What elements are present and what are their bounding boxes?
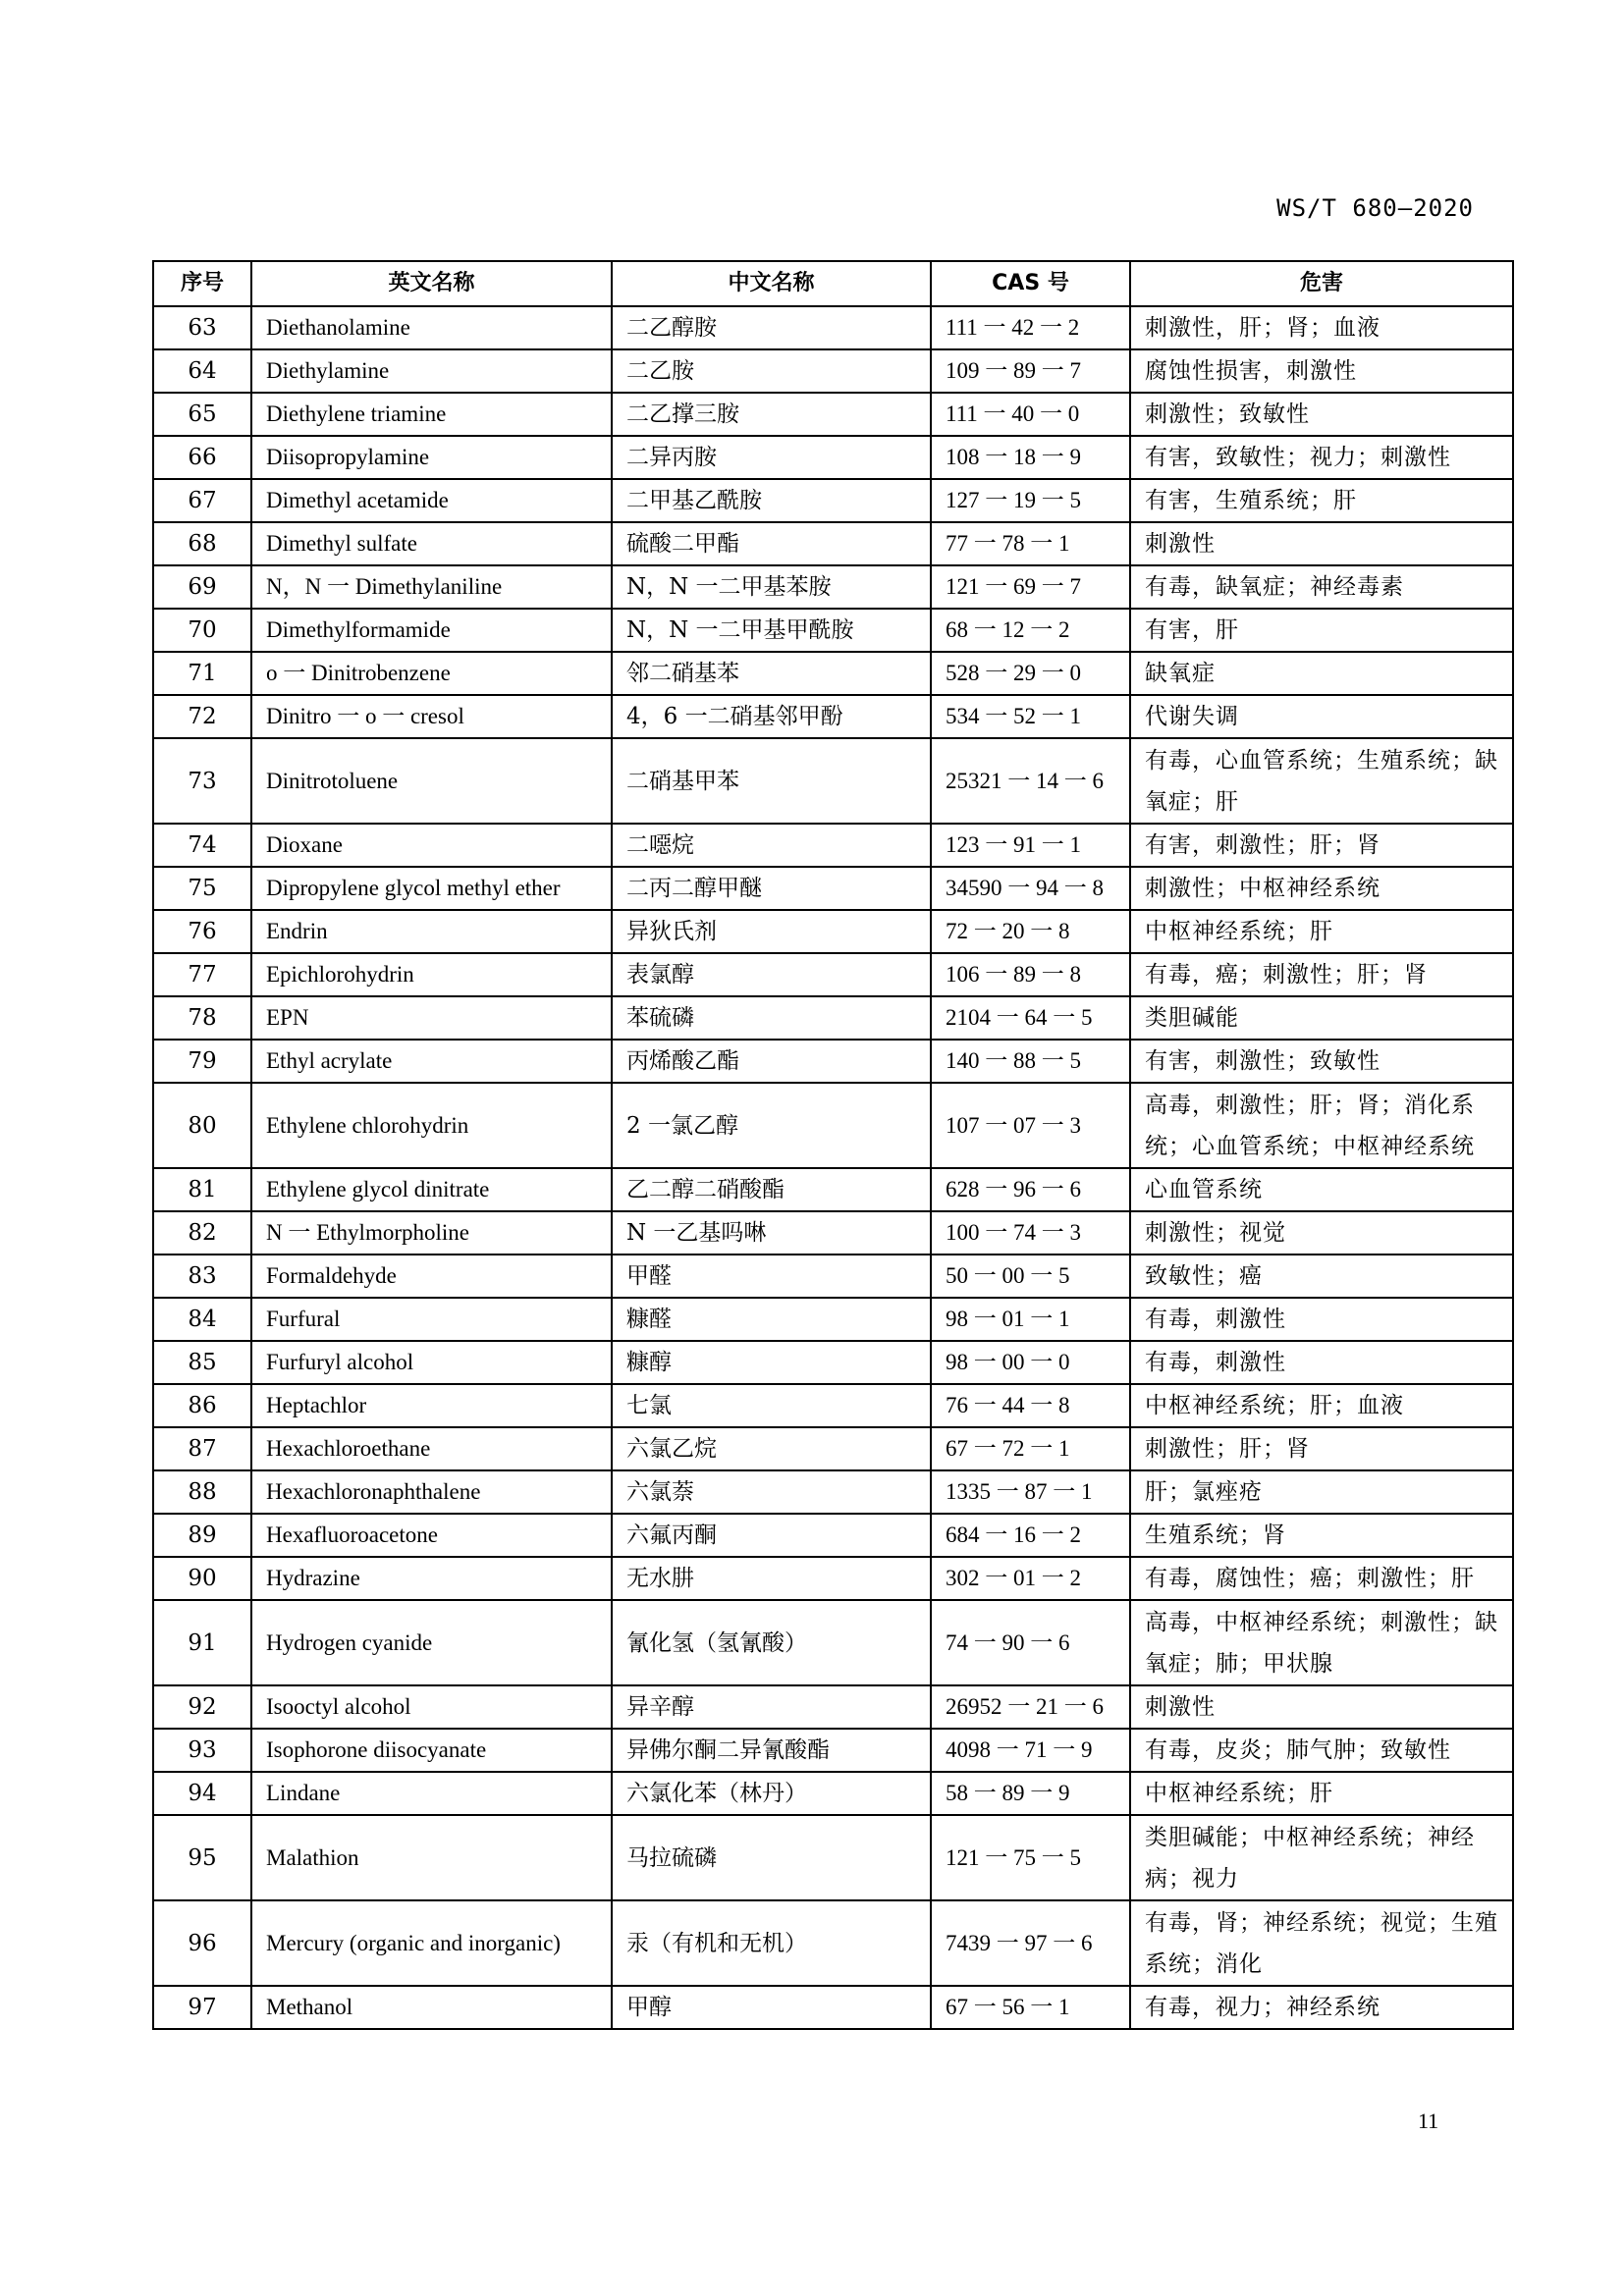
- table-row: [153, 738, 1513, 824]
- cell-cas: 121 一 75 一 5: [931, 1815, 1130, 1900]
- document-code: WS/T 680—2020: [1276, 194, 1474, 222]
- cell-english-name: Diethylamine: [251, 349, 612, 393]
- table-row: [153, 1040, 1513, 1083]
- table-row: [153, 824, 1513, 867]
- cell-number: 69: [153, 565, 251, 609]
- cell-cas: 121 一 69 一 7: [931, 565, 1130, 609]
- column-header-number: 序号: [153, 261, 251, 306]
- cell-english-name: Isophorone diisocyanate: [251, 1729, 612, 1772]
- cell-chinese-name: 苯硫磷: [612, 996, 931, 1040]
- cell-number: 92: [153, 1685, 251, 1729]
- cell-hazard: 类胆碱能: [1130, 996, 1513, 1040]
- table-row: [153, 1427, 1513, 1470]
- cell-chinese-name: 甲醛: [612, 1255, 931, 1298]
- cell-cas: 76 一 44 一 8: [931, 1384, 1130, 1427]
- cell-english-name: Hydrazine: [251, 1557, 612, 1600]
- cell-chinese-name: 二异丙胺: [612, 436, 931, 479]
- cell-hazard: 刺激性: [1130, 522, 1513, 565]
- table-row: [153, 349, 1513, 393]
- cell-english-name: Hexachloronaphthalene: [251, 1470, 612, 1514]
- cell-english-name: Dinitrotoluene: [251, 738, 612, 824]
- table-row: [153, 306, 1513, 349]
- cell-hazard: 中枢神经系统；肝: [1130, 910, 1513, 953]
- cell-english-name: Epichlorohydrin: [251, 953, 612, 996]
- cell-cas: 72 一 20 一 8: [931, 910, 1130, 953]
- cell-english-name: Hydrogen cyanide: [251, 1600, 612, 1685]
- cell-number: 83: [153, 1255, 251, 1298]
- table-row: [153, 436, 1513, 479]
- cell-cas: 109 一 89 一 7: [931, 349, 1130, 393]
- cell-english-name: Ethylene chlorohydrin: [251, 1083, 612, 1168]
- cell-hazard: 有毒，刺激性: [1130, 1341, 1513, 1384]
- cell-hazard: 有毒，皮炎；肺气肿；致敏性: [1130, 1729, 1513, 1772]
- cell-number: 74: [153, 824, 251, 867]
- cell-number: 90: [153, 1557, 251, 1600]
- cell-chinese-name: 六氯乙烷: [612, 1427, 931, 1470]
- table-row: [153, 953, 1513, 996]
- cell-number: 97: [153, 1986, 251, 2029]
- cell-chinese-name: 二硝基甲苯: [612, 738, 931, 824]
- cell-number: 91: [153, 1600, 251, 1685]
- cell-cas: 628 一 96 一 6: [931, 1168, 1130, 1211]
- cell-cas: 98 一 00 一 0: [931, 1341, 1130, 1384]
- cell-chinese-name: 氰化氢（氢氰酸）: [612, 1600, 931, 1685]
- cell-english-name: Dioxane: [251, 824, 612, 867]
- cell-cas: 534 一 52 一 1: [931, 695, 1130, 738]
- cell-cas: 108 一 18 一 9: [931, 436, 1130, 479]
- cell-chinese-name: 二噁烷: [612, 824, 931, 867]
- table-row: [153, 609, 1513, 652]
- cell-cas: 50 一 00 一 5: [931, 1255, 1130, 1298]
- cell-cas: 74 一 90 一 6: [931, 1600, 1130, 1685]
- cell-chinese-name: 4，6 一二硝基邻甲酚: [612, 695, 931, 738]
- cell-chinese-name: 六氯化苯（林丹）: [612, 1772, 931, 1815]
- cell-number: 82: [153, 1211, 251, 1255]
- table-row: [153, 695, 1513, 738]
- cell-english-name: Ethylene glycol dinitrate: [251, 1168, 612, 1211]
- cell-english-name: Dipropylene glycol methyl ether: [251, 867, 612, 910]
- table-row: [153, 1470, 1513, 1514]
- table-row: [153, 1772, 1513, 1815]
- table-row: [153, 479, 1513, 522]
- cell-english-name: Hexachloroethane: [251, 1427, 612, 1470]
- cell-number: 78: [153, 996, 251, 1040]
- column-header-chinese-name: 中文名称: [612, 261, 931, 306]
- table-row: [153, 1900, 1513, 1986]
- cell-chinese-name: 汞（有机和无机）: [612, 1900, 931, 1986]
- cell-hazard: 高毒，刺激性；肝；肾；消化系统；心血管系统；中枢神经系统: [1130, 1083, 1513, 1168]
- table-row: [153, 1729, 1513, 1772]
- cell-hazard: 刺激性；中枢神经系统: [1130, 867, 1513, 910]
- cell-cas: 67 一 72 一 1: [931, 1427, 1130, 1470]
- cell-number: 95: [153, 1815, 251, 1900]
- cell-chinese-name: 无水肼: [612, 1557, 931, 1600]
- cell-number: 87: [153, 1427, 251, 1470]
- cell-hazard: 生殖系统；肾: [1130, 1514, 1513, 1557]
- cell-cas: 68 一 12 一 2: [931, 609, 1130, 652]
- cell-english-name: Ethyl acrylate: [251, 1040, 612, 1083]
- cell-cas: 127 一 19 一 5: [931, 479, 1130, 522]
- cell-number: 67: [153, 479, 251, 522]
- cell-cas: 100 一 74 一 3: [931, 1211, 1130, 1255]
- cell-number: 66: [153, 436, 251, 479]
- cell-cas: 684 一 16 一 2: [931, 1514, 1130, 1557]
- column-header-cas: CAS 号: [931, 261, 1130, 306]
- table-row: [153, 1685, 1513, 1729]
- cell-number: 79: [153, 1040, 251, 1083]
- cell-hazard: 腐蚀性损害，刺激性: [1130, 349, 1513, 393]
- cell-cas: 77 一 78 一 1: [931, 522, 1130, 565]
- cell-english-name: EPN: [251, 996, 612, 1040]
- page-number: 11: [1418, 2109, 1439, 2133]
- table-row: [153, 1986, 1513, 2029]
- cell-english-name: Dinitro 一 o 一 cresol: [251, 695, 612, 738]
- cell-hazard: 刺激性；致敏性: [1130, 393, 1513, 436]
- cell-english-name: Dimethylformamide: [251, 609, 612, 652]
- table-body: [153, 306, 1513, 2029]
- hazard-table: [152, 260, 1514, 2030]
- cell-cas: 58 一 89 一 9: [931, 1772, 1130, 1815]
- cell-chinese-name: 异辛醇: [612, 1685, 931, 1729]
- cell-cas: 2104 一 64 一 5: [931, 996, 1130, 1040]
- cell-chinese-name: 六氯萘: [612, 1470, 931, 1514]
- cell-english-name: Diisopropylamine: [251, 436, 612, 479]
- table-row: [153, 910, 1513, 953]
- table-row: [153, 1557, 1513, 1600]
- cell-cas: 302 一 01 一 2: [931, 1557, 1130, 1600]
- cell-cas: 7439 一 97 一 6: [931, 1900, 1130, 1986]
- cell-cas: 107 一 07 一 3: [931, 1083, 1130, 1168]
- cell-hazard: 有毒，癌；刺激性；肝；肾: [1130, 953, 1513, 996]
- table-row: [153, 565, 1513, 609]
- cell-chinese-name: 异佛尔酮二异氰酸酯: [612, 1729, 931, 1772]
- cell-number: 85: [153, 1341, 251, 1384]
- cell-english-name: N 一 Ethylmorpholine: [251, 1211, 612, 1255]
- cell-hazard: 有害，刺激性；肝；肾: [1130, 824, 1513, 867]
- cell-hazard: 刺激性；肝；肾: [1130, 1427, 1513, 1470]
- cell-hazard: 致敏性；癌: [1130, 1255, 1513, 1298]
- cell-chinese-name: 二甲基乙酰胺: [612, 479, 931, 522]
- cell-english-name: Furfuryl alcohol: [251, 1341, 612, 1384]
- cell-hazard: 肝；氯痤疮: [1130, 1470, 1513, 1514]
- cell-number: 86: [153, 1384, 251, 1427]
- cell-chinese-name: 邻二硝基苯: [612, 652, 931, 695]
- cell-chinese-name: 二乙醇胺: [612, 306, 931, 349]
- cell-cas: 1335 一 87 一 1: [931, 1470, 1130, 1514]
- cell-chinese-name: 丙烯酸乙酯: [612, 1040, 931, 1083]
- cell-hazard: 刺激性: [1130, 1685, 1513, 1729]
- table-row: [153, 1168, 1513, 1211]
- cell-english-name: Diethanolamine: [251, 306, 612, 349]
- cell-chinese-name: 异狄氏剂: [612, 910, 931, 953]
- table-row: [153, 1600, 1513, 1685]
- table-row: [153, 1083, 1513, 1168]
- cell-english-name: Formaldehyde: [251, 1255, 612, 1298]
- cell-hazard: 心血管系统: [1130, 1168, 1513, 1211]
- table-row: [153, 1514, 1513, 1557]
- cell-chinese-name: 二乙撑三胺: [612, 393, 931, 436]
- cell-english-name: Isooctyl alcohol: [251, 1685, 612, 1729]
- cell-cas: 26952 一 21 一 6: [931, 1685, 1130, 1729]
- cell-english-name: o 一 Dinitrobenzene: [251, 652, 612, 695]
- cell-hazard: 有毒，肾；神经系统；视觉；生殖系统；消化: [1130, 1900, 1513, 1986]
- table-row: [153, 1384, 1513, 1427]
- cell-hazard: 高毒，中枢神经系统；刺激性；缺氧症；肺；甲状腺: [1130, 1600, 1513, 1685]
- cell-number: 73: [153, 738, 251, 824]
- cell-english-name: Furfural: [251, 1298, 612, 1341]
- cell-english-name: N，N 一 Dimethylaniline: [251, 565, 612, 609]
- cell-chinese-name: 二乙胺: [612, 349, 931, 393]
- cell-number: 64: [153, 349, 251, 393]
- cell-number: 72: [153, 695, 251, 738]
- table-row: [153, 1341, 1513, 1384]
- table-row: [153, 1815, 1513, 1900]
- cell-english-name: Hexafluoroacetone: [251, 1514, 612, 1557]
- cell-number: 65: [153, 393, 251, 436]
- cell-cas: 111 一 40 一 0: [931, 393, 1130, 436]
- table-row: [153, 1255, 1513, 1298]
- cell-cas: 106 一 89 一 8: [931, 953, 1130, 996]
- cell-number: 75: [153, 867, 251, 910]
- cell-hazard: 有毒，心血管系统；生殖系统；缺氧症；肝: [1130, 738, 1513, 824]
- cell-chinese-name: 乙二醇二硝酸酯: [612, 1168, 931, 1211]
- cell-number: 68: [153, 522, 251, 565]
- column-header-english-name: 英文名称: [251, 261, 612, 306]
- cell-english-name: Diethylene triamine: [251, 393, 612, 436]
- cell-number: 81: [153, 1168, 251, 1211]
- cell-number: 94: [153, 1772, 251, 1815]
- cell-cas: 4098 一 71 一 9: [931, 1729, 1130, 1772]
- cell-number: 76: [153, 910, 251, 953]
- cell-cas: 123 一 91 一 1: [931, 824, 1130, 867]
- cell-english-name: Dimethyl sulfate: [251, 522, 612, 565]
- table-row: [153, 1298, 1513, 1341]
- cell-hazard: 有害，致敏性；视力；刺激性: [1130, 436, 1513, 479]
- cell-english-name: Mercury (organic and inorganic): [251, 1900, 612, 1986]
- table-row: [153, 867, 1513, 910]
- table-row: [153, 393, 1513, 436]
- table-row: [153, 1211, 1513, 1255]
- cell-english-name: Methanol: [251, 1986, 612, 2029]
- cell-hazard: 中枢神经系统；肝；血液: [1130, 1384, 1513, 1427]
- table-row: [153, 522, 1513, 565]
- cell-english-name: Lindane: [251, 1772, 612, 1815]
- cell-hazard: 类胆碱能；中枢神经系统；神经病；视力: [1130, 1815, 1513, 1900]
- cell-chinese-name: 硫酸二甲酯: [612, 522, 931, 565]
- cell-hazard: 中枢神经系统；肝: [1130, 1772, 1513, 1815]
- cell-chinese-name: N，N 一二甲基甲酰胺: [612, 609, 931, 652]
- cell-number: 70: [153, 609, 251, 652]
- cell-cas: 34590 一 94 一 8: [931, 867, 1130, 910]
- cell-cas: 98 一 01 一 1: [931, 1298, 1130, 1341]
- cell-chinese-name: 糠醇: [612, 1341, 931, 1384]
- cell-hazard: 有害，刺激性；致敏性: [1130, 1040, 1513, 1083]
- cell-cas: 111 一 42 一 2: [931, 306, 1130, 349]
- cell-number: 77: [153, 953, 251, 996]
- cell-hazard: 有害，生殖系统；肝: [1130, 479, 1513, 522]
- cell-hazard: 有毒，刺激性: [1130, 1298, 1513, 1341]
- cell-number: 89: [153, 1514, 251, 1557]
- cell-number: 63: [153, 306, 251, 349]
- column-header-hazard: 危害: [1130, 261, 1513, 306]
- cell-chinese-name: 六氟丙酮: [612, 1514, 931, 1557]
- cell-chinese-name: 糠醛: [612, 1298, 931, 1341]
- cell-chinese-name: 表氯醇: [612, 953, 931, 996]
- cell-number: 93: [153, 1729, 251, 1772]
- cell-cas: 528 一 29 一 0: [931, 652, 1130, 695]
- cell-number: 80: [153, 1083, 251, 1168]
- cell-number: 84: [153, 1298, 251, 1341]
- cell-number: 71: [153, 652, 251, 695]
- cell-chinese-name: 二丙二醇甲醚: [612, 867, 931, 910]
- cell-hazard: 刺激性；视觉: [1130, 1211, 1513, 1255]
- cell-cas: 67 一 56 一 1: [931, 1986, 1130, 2029]
- cell-chinese-name: 甲醇: [612, 1986, 931, 2029]
- cell-chinese-name: N 一乙基吗啉: [612, 1211, 931, 1255]
- cell-cas: 25321 一 14 一 6: [931, 738, 1130, 824]
- table-row: [153, 652, 1513, 695]
- cell-chinese-name: N，N 一二甲基苯胺: [612, 565, 931, 609]
- cell-cas: 140 一 88 一 5: [931, 1040, 1130, 1083]
- cell-english-name: Malathion: [251, 1815, 612, 1900]
- cell-english-name: Heptachlor: [251, 1384, 612, 1427]
- cell-english-name: Dimethyl acetamide: [251, 479, 612, 522]
- cell-hazard: 代谢失调: [1130, 695, 1513, 738]
- cell-hazard: 有毒，视力；神经系统: [1130, 1986, 1513, 2029]
- cell-chinese-name: 七氯: [612, 1384, 931, 1427]
- cell-english-name: Endrin: [251, 910, 612, 953]
- cell-hazard: 有毒，缺氧症；神经毒素: [1130, 565, 1513, 609]
- cell-number: 96: [153, 1900, 251, 1986]
- cell-hazard: 刺激性，肝；肾；血液: [1130, 306, 1513, 349]
- table-row: [153, 996, 1513, 1040]
- cell-number: 88: [153, 1470, 251, 1514]
- cell-hazard: 有害，肝: [1130, 609, 1513, 652]
- cell-hazard: 有毒，腐蚀性；癌；刺激性；肝: [1130, 1557, 1513, 1600]
- cell-hazard: 缺氧症: [1130, 652, 1513, 695]
- table-header-row: [153, 261, 1513, 306]
- cell-chinese-name: 2 一氯乙醇: [612, 1083, 931, 1168]
- cell-chinese-name: 马拉硫磷: [612, 1815, 931, 1900]
